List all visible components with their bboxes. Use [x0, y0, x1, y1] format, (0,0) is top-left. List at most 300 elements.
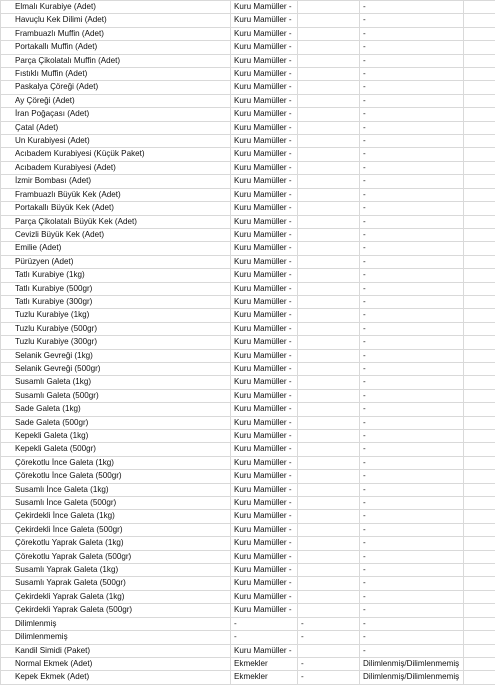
extra-cell[interactable] — [464, 161, 495, 174]
category-cell[interactable]: Kuru Mamüller - — [231, 14, 298, 27]
option-cell[interactable] — [298, 121, 360, 134]
variant-cell[interactable]: - — [360, 403, 464, 416]
category-cell[interactable]: Kuru Mamüller - — [231, 376, 298, 389]
extra-cell[interactable] — [464, 631, 495, 644]
category-cell[interactable]: Kuru Mamüller - — [231, 161, 298, 174]
extra-cell[interactable] — [464, 644, 495, 657]
option-cell[interactable] — [298, 443, 360, 456]
category-cell[interactable]: Kuru Mamüller - — [231, 54, 298, 67]
variant-cell[interactable]: - — [360, 255, 464, 268]
extra-cell[interactable] — [464, 470, 495, 483]
product-name-cell[interactable]: Kepekli Galeta (500gr) — [1, 443, 231, 456]
category-cell[interactable]: Kuru Mamüller - — [231, 215, 298, 228]
option-cell[interactable] — [298, 309, 360, 322]
table-row[interactable] — [1, 537, 495, 550]
extra-cell[interactable] — [464, 202, 495, 215]
product-name-cell[interactable]: Çatal (Adet) — [1, 121, 231, 134]
variant-cell[interactable]: - — [360, 269, 464, 282]
variant-cell[interactable]: - — [360, 550, 464, 563]
category-cell[interactable]: Ekmekler — [231, 657, 298, 670]
category-cell[interactable]: Kuru Mamüller - — [231, 135, 298, 148]
product-name-cell[interactable]: Kepek Ekmek (Adet) — [1, 671, 231, 684]
variant-cell[interactable]: - — [360, 470, 464, 483]
category-cell[interactable]: Kuru Mamüller - — [231, 443, 298, 456]
table-row[interactable] — [1, 121, 495, 134]
option-cell[interactable]: - — [298, 631, 360, 644]
variant-cell[interactable]: - — [360, 322, 464, 335]
category-cell[interactable]: Kuru Mamüller - — [231, 68, 298, 81]
category-cell[interactable]: Kuru Mamüller - — [231, 1, 298, 14]
variant-cell[interactable]: - — [360, 282, 464, 295]
category-cell[interactable]: Kuru Mamüller - — [231, 510, 298, 523]
table-row[interactable] — [1, 255, 495, 268]
variant-cell[interactable]: - — [360, 27, 464, 40]
extra-cell[interactable] — [464, 577, 495, 590]
product-name-cell[interactable]: Normal Ekmek (Adet) — [1, 657, 231, 670]
category-cell[interactable]: Kuru Mamüller - — [231, 430, 298, 443]
extra-cell[interactable] — [464, 510, 495, 523]
variant-cell[interactable]: - — [360, 631, 464, 644]
variant-cell[interactable]: - — [360, 94, 464, 107]
table-row[interactable] — [1, 135, 495, 148]
variant-cell[interactable]: - — [360, 564, 464, 577]
extra-cell[interactable] — [464, 108, 495, 121]
category-cell[interactable]: - — [231, 617, 298, 630]
option-cell[interactable] — [298, 255, 360, 268]
extra-cell[interactable] — [464, 403, 495, 416]
option-cell[interactable] — [298, 510, 360, 523]
table-row[interactable] — [1, 550, 495, 563]
extra-cell[interactable] — [464, 617, 495, 630]
table-row[interactable] — [1, 671, 495, 684]
option-cell[interactable] — [298, 242, 360, 255]
option-cell[interactable]: - — [298, 657, 360, 670]
table-row[interactable] — [1, 403, 495, 416]
table-row[interactable] — [1, 14, 495, 27]
table-row[interactable] — [1, 175, 495, 188]
option-cell[interactable] — [298, 1, 360, 14]
category-cell[interactable]: Kuru Mamüller - — [231, 590, 298, 603]
category-cell[interactable]: Kuru Mamüller - — [231, 269, 298, 282]
category-cell[interactable]: Kuru Mamüller - — [231, 188, 298, 201]
table-row[interactable] — [1, 68, 495, 81]
option-cell[interactable] — [298, 148, 360, 161]
option-cell[interactable] — [298, 644, 360, 657]
extra-cell[interactable] — [464, 590, 495, 603]
product-name-cell[interactable]: Acıbadem Kurabiyesi (Adet) — [1, 161, 231, 174]
extra-cell[interactable] — [464, 228, 495, 241]
product-name-cell[interactable]: Un Kurabiyesi (Adet) — [1, 135, 231, 148]
product-name-cell[interactable]: Dilimlenmemiş — [1, 631, 231, 644]
variant-cell[interactable]: - — [360, 295, 464, 308]
product-name-cell[interactable]: Tatlı Kurabiye (500gr) — [1, 282, 231, 295]
extra-cell[interactable] — [464, 362, 495, 375]
extra-cell[interactable] — [464, 657, 495, 670]
variant-cell[interactable]: - — [360, 349, 464, 362]
option-cell[interactable]: - — [298, 671, 360, 684]
table-row[interactable] — [1, 470, 495, 483]
extra-cell[interactable] — [464, 456, 495, 469]
category-cell[interactable]: Kuru Mamüller - — [231, 470, 298, 483]
variant-cell[interactable]: - — [360, 577, 464, 590]
table-row[interactable] — [1, 617, 495, 630]
product-name-cell[interactable]: Cevizli Büyük Kek (Adet) — [1, 228, 231, 241]
variant-cell[interactable]: - — [360, 14, 464, 27]
variant-cell[interactable]: - — [360, 510, 464, 523]
table-row[interactable] — [1, 1, 495, 14]
option-cell[interactable] — [298, 456, 360, 469]
option-cell[interactable] — [298, 188, 360, 201]
category-cell[interactable]: Kuru Mamüller - — [231, 108, 298, 121]
extra-cell[interactable] — [464, 336, 495, 349]
product-name-cell[interactable]: Çörekotlu İnce Galeta (500gr) — [1, 470, 231, 483]
option-cell[interactable] — [298, 389, 360, 402]
product-name-cell[interactable]: Çekirdekli İnce Galeta (1kg) — [1, 510, 231, 523]
option-cell[interactable] — [298, 14, 360, 27]
variant-cell[interactable]: - — [360, 108, 464, 121]
variant-cell[interactable]: - — [360, 644, 464, 657]
category-cell[interactable]: Kuru Mamüller - — [231, 202, 298, 215]
option-cell[interactable] — [298, 604, 360, 617]
variant-cell[interactable]: - — [360, 228, 464, 241]
extra-cell[interactable] — [464, 14, 495, 27]
variant-cell[interactable]: - — [360, 135, 464, 148]
product-name-cell[interactable]: Elmalı Kurabiye (Adet) — [1, 1, 231, 14]
variant-cell[interactable]: - — [360, 148, 464, 161]
product-name-cell[interactable]: Ay Çöreği (Adet) — [1, 94, 231, 107]
option-cell[interactable] — [298, 175, 360, 188]
table-row[interactable] — [1, 41, 495, 54]
product-name-cell[interactable]: İran Poğaçası (Adet) — [1, 108, 231, 121]
product-name-cell[interactable]: Dilimlenmiş — [1, 617, 231, 630]
variant-cell[interactable]: - — [360, 121, 464, 134]
table-row[interactable] — [1, 362, 495, 375]
extra-cell[interactable] — [464, 68, 495, 81]
extra-cell[interactable] — [464, 282, 495, 295]
product-name-cell[interactable]: Selanik Gevreği (1kg) — [1, 349, 231, 362]
option-cell[interactable] — [298, 161, 360, 174]
category-cell[interactable]: Kuru Mamüller - — [231, 175, 298, 188]
extra-cell[interactable] — [464, 497, 495, 510]
category-cell[interactable]: Kuru Mamüller - — [231, 41, 298, 54]
variant-cell[interactable]: - — [360, 54, 464, 67]
category-cell[interactable]: Kuru Mamüller - — [231, 644, 298, 657]
category-cell[interactable]: Kuru Mamüller - — [231, 497, 298, 510]
product-name-cell[interactable]: Çekirdekli İnce Galeta (500gr) — [1, 523, 231, 536]
option-cell[interactable] — [298, 336, 360, 349]
product-name-cell[interactable]: Tatlı Kurabiye (300gr) — [1, 295, 231, 308]
extra-cell[interactable] — [464, 376, 495, 389]
product-name-cell[interactable]: Çörekotlu Yaprak Galeta (500gr) — [1, 550, 231, 563]
option-cell[interactable] — [298, 81, 360, 94]
variant-cell[interactable]: - — [360, 309, 464, 322]
option-cell[interactable] — [298, 376, 360, 389]
table-row[interactable] — [1, 523, 495, 536]
extra-cell[interactable] — [464, 269, 495, 282]
category-cell[interactable]: Kuru Mamüller - — [231, 389, 298, 402]
variant-cell[interactable]: Dilimlenmiş/Dilimlenmemiş — [360, 657, 464, 670]
option-cell[interactable] — [298, 202, 360, 215]
variant-cell[interactable]: - — [360, 523, 464, 536]
variant-cell[interactable]: - — [360, 362, 464, 375]
option-cell[interactable] — [298, 550, 360, 563]
extra-cell[interactable] — [464, 1, 495, 14]
category-cell[interactable]: Kuru Mamüller - — [231, 456, 298, 469]
variant-cell[interactable]: - — [360, 376, 464, 389]
product-name-cell[interactable]: Frambuazlı Büyük Kek (Adet) — [1, 188, 231, 201]
table-row[interactable] — [1, 443, 495, 456]
variant-cell[interactable]: - — [360, 242, 464, 255]
table-row[interactable] — [1, 590, 495, 603]
option-cell[interactable] — [298, 215, 360, 228]
table-row[interactable] — [1, 376, 495, 389]
category-cell[interactable]: Ekmekler — [231, 671, 298, 684]
product-name-cell[interactable]: Havuçlu Kek Dilimi (Adet) — [1, 14, 231, 27]
product-name-cell[interactable]: Tatlı Kurabiye (1kg) — [1, 269, 231, 282]
table-row[interactable] — [1, 497, 495, 510]
variant-cell[interactable]: Dilimlenmiş/Dilimlenmemiş — [360, 671, 464, 684]
category-cell[interactable]: Kuru Mamüller - — [231, 604, 298, 617]
option-cell[interactable] — [298, 416, 360, 429]
product-name-cell[interactable]: Susamlı Galeta (500gr) — [1, 389, 231, 402]
option-cell[interactable] — [298, 403, 360, 416]
table-row[interactable] — [1, 430, 495, 443]
category-cell[interactable]: Kuru Mamüller - — [231, 255, 298, 268]
category-cell[interactable]: Kuru Mamüller - — [231, 148, 298, 161]
table-row[interactable] — [1, 322, 495, 335]
product-name-cell[interactable]: Fıstıklı Muffin (Adet) — [1, 68, 231, 81]
variant-cell[interactable]: - — [360, 497, 464, 510]
variant-cell[interactable]: - — [360, 483, 464, 496]
option-cell[interactable] — [298, 577, 360, 590]
extra-cell[interactable] — [464, 604, 495, 617]
product-name-cell[interactable]: Pürüzyen (Adet) — [1, 255, 231, 268]
variant-cell[interactable]: - — [360, 202, 464, 215]
category-cell[interactable]: Kuru Mamüller - — [231, 523, 298, 536]
table-row[interactable] — [1, 161, 495, 174]
product-name-cell[interactable]: Tuzlu Kurabiye (1kg) — [1, 309, 231, 322]
option-cell[interactable] — [298, 362, 360, 375]
variant-cell[interactable]: - — [360, 41, 464, 54]
extra-cell[interactable] — [464, 671, 495, 684]
product-name-cell[interactable]: Portakallı Muffin (Adet) — [1, 41, 231, 54]
variant-cell[interactable]: - — [360, 430, 464, 443]
table-row[interactable] — [1, 644, 495, 657]
variant-cell[interactable]: - — [360, 175, 464, 188]
table-row[interactable] — [1, 94, 495, 107]
option-cell[interactable] — [298, 430, 360, 443]
option-cell[interactable] — [298, 322, 360, 335]
product-name-cell[interactable]: Sade Galeta (1kg) — [1, 403, 231, 416]
table-row[interactable] — [1, 202, 495, 215]
product-name-cell[interactable]: Çekirdekli Yaprak Galeta (500gr) — [1, 604, 231, 617]
extra-cell[interactable] — [464, 255, 495, 268]
category-cell[interactable]: Kuru Mamüller - — [231, 121, 298, 134]
option-cell[interactable] — [298, 564, 360, 577]
option-cell[interactable] — [298, 94, 360, 107]
product-name-cell[interactable]: Kandil Simidi (Paket) — [1, 644, 231, 657]
extra-cell[interactable] — [464, 188, 495, 201]
table-row[interactable] — [1, 416, 495, 429]
product-name-cell[interactable]: Acıbadem Kurabiyesi (Küçük Paket) — [1, 148, 231, 161]
variant-cell[interactable]: - — [360, 537, 464, 550]
table-row[interactable] — [1, 215, 495, 228]
category-cell[interactable]: Kuru Mamüller - — [231, 550, 298, 563]
option-cell[interactable]: - — [298, 617, 360, 630]
product-name-cell[interactable]: Tuzlu Kurabiye (300gr) — [1, 336, 231, 349]
table-row[interactable] — [1, 631, 495, 644]
category-cell[interactable]: Kuru Mamüller - — [231, 362, 298, 375]
extra-cell[interactable] — [464, 295, 495, 308]
table-row[interactable] — [1, 54, 495, 67]
option-cell[interactable] — [298, 349, 360, 362]
category-cell[interactable]: Kuru Mamüller - — [231, 577, 298, 590]
category-cell[interactable]: Kuru Mamüller - — [231, 295, 298, 308]
variant-cell[interactable]: - — [360, 617, 464, 630]
product-name-cell[interactable]: Kepekli Galeta (1kg) — [1, 430, 231, 443]
option-cell[interactable] — [298, 54, 360, 67]
table-row[interactable] — [1, 456, 495, 469]
product-name-cell[interactable]: Susamlı Yaprak Galeta (500gr) — [1, 577, 231, 590]
product-name-cell[interactable]: Portakallı Büyük Kek (Adet) — [1, 202, 231, 215]
extra-cell[interactable] — [464, 322, 495, 335]
table-row[interactable] — [1, 604, 495, 617]
category-cell[interactable]: Kuru Mamüller - — [231, 282, 298, 295]
variant-cell[interactable]: - — [360, 68, 464, 81]
variant-cell[interactable]: - — [360, 1, 464, 14]
category-cell[interactable]: Kuru Mamüller - — [231, 309, 298, 322]
product-name-cell[interactable]: Parça Çikolatalı Büyük Kek (Adet) — [1, 215, 231, 228]
product-name-cell[interactable]: Paskalya Çöreği (Adet) — [1, 81, 231, 94]
category-cell[interactable]: - — [231, 631, 298, 644]
category-cell[interactable]: Kuru Mamüller - — [231, 94, 298, 107]
option-cell[interactable] — [298, 108, 360, 121]
extra-cell[interactable] — [464, 242, 495, 255]
extra-cell[interactable] — [464, 215, 495, 228]
product-name-cell[interactable]: Frambuazlı Muffin (Adet) — [1, 27, 231, 40]
product-name-cell[interactable]: Sade Galeta (500gr) — [1, 416, 231, 429]
category-cell[interactable]: Kuru Mamüller - — [231, 416, 298, 429]
extra-cell[interactable] — [464, 309, 495, 322]
table-row[interactable] — [1, 81, 495, 94]
category-cell[interactable]: Kuru Mamüller - — [231, 242, 298, 255]
option-cell[interactable] — [298, 470, 360, 483]
product-name-cell[interactable]: Çörekotlu Yaprak Galeta (1kg) — [1, 537, 231, 550]
table-row[interactable] — [1, 577, 495, 590]
option-cell[interactable] — [298, 228, 360, 241]
product-name-cell[interactable]: Parça Çikolatalı Muffin (Adet) — [1, 54, 231, 67]
option-cell[interactable] — [298, 27, 360, 40]
extra-cell[interactable] — [464, 27, 495, 40]
category-cell[interactable]: Kuru Mamüller - — [231, 228, 298, 241]
table-row[interactable] — [1, 27, 495, 40]
extra-cell[interactable] — [464, 175, 495, 188]
variant-cell[interactable]: - — [360, 443, 464, 456]
extra-cell[interactable] — [464, 54, 495, 67]
extra-cell[interactable] — [464, 94, 495, 107]
product-name-cell[interactable]: Çörekotlu İnce Galeta (1kg) — [1, 456, 231, 469]
option-cell[interactable] — [298, 590, 360, 603]
product-name-cell[interactable]: Susamlı İnce Galeta (500gr) — [1, 497, 231, 510]
variant-cell[interactable]: - — [360, 604, 464, 617]
table-row[interactable] — [1, 309, 495, 322]
variant-cell[interactable]: - — [360, 215, 464, 228]
extra-cell[interactable] — [464, 81, 495, 94]
table-row[interactable] — [1, 564, 495, 577]
variant-cell[interactable]: - — [360, 336, 464, 349]
variant-cell[interactable]: - — [360, 188, 464, 201]
option-cell[interactable] — [298, 295, 360, 308]
category-cell[interactable]: Kuru Mamüller - — [231, 403, 298, 416]
table-row[interactable] — [1, 269, 495, 282]
extra-cell[interactable] — [464, 121, 495, 134]
extra-cell[interactable] — [464, 537, 495, 550]
category-cell[interactable]: Kuru Mamüller - — [231, 27, 298, 40]
option-cell[interactable] — [298, 269, 360, 282]
product-name-cell[interactable]: Selanik Gevreği (500gr) — [1, 362, 231, 375]
option-cell[interactable] — [298, 135, 360, 148]
variant-cell[interactable]: - — [360, 81, 464, 94]
option-cell[interactable] — [298, 537, 360, 550]
table-row[interactable] — [1, 336, 495, 349]
product-name-cell[interactable]: İzmir Bombası (Adet) — [1, 175, 231, 188]
product-name-cell[interactable]: Emilie (Adet) — [1, 242, 231, 255]
product-name-cell[interactable]: Tuzlu Kurabiye (500gr) — [1, 322, 231, 335]
product-name-cell[interactable]: Çekirdekli Yaprak Galeta (1kg) — [1, 590, 231, 603]
table-row[interactable] — [1, 242, 495, 255]
extra-cell[interactable] — [464, 564, 495, 577]
option-cell[interactable] — [298, 41, 360, 54]
extra-cell[interactable] — [464, 135, 495, 148]
extra-cell[interactable] — [464, 443, 495, 456]
product-name-cell[interactable]: Susamlı İnce Galeta (1kg) — [1, 483, 231, 496]
extra-cell[interactable] — [464, 550, 495, 563]
option-cell[interactable] — [298, 483, 360, 496]
variant-cell[interactable]: - — [360, 590, 464, 603]
extra-cell[interactable] — [464, 349, 495, 362]
table-row[interactable] — [1, 108, 495, 121]
extra-cell[interactable] — [464, 430, 495, 443]
category-cell[interactable]: Kuru Mamüller - — [231, 81, 298, 94]
table-row[interactable] — [1, 148, 495, 161]
table-row[interactable] — [1, 282, 495, 295]
table-row[interactable] — [1, 389, 495, 402]
category-cell[interactable]: Kuru Mamüller - — [231, 349, 298, 362]
option-cell[interactable] — [298, 282, 360, 295]
variant-cell[interactable]: - — [360, 161, 464, 174]
category-cell[interactable]: Kuru Mamüller - — [231, 336, 298, 349]
option-cell[interactable] — [298, 523, 360, 536]
table-row[interactable] — [1, 657, 495, 670]
category-cell[interactable]: Kuru Mamüller - — [231, 483, 298, 496]
table-row[interactable] — [1, 510, 495, 523]
category-cell[interactable]: Kuru Mamüller - — [231, 537, 298, 550]
table-row[interactable] — [1, 295, 495, 308]
option-cell[interactable] — [298, 497, 360, 510]
extra-cell[interactable] — [464, 523, 495, 536]
option-cell[interactable] — [298, 68, 360, 81]
extra-cell[interactable] — [464, 416, 495, 429]
product-name-cell[interactable]: Susamlı Galeta (1kg) — [1, 376, 231, 389]
extra-cell[interactable] — [464, 389, 495, 402]
table-row[interactable] — [1, 228, 495, 241]
extra-cell[interactable] — [464, 41, 495, 54]
extra-cell[interactable] — [464, 148, 495, 161]
variant-cell[interactable]: - — [360, 456, 464, 469]
table-row[interactable] — [1, 483, 495, 496]
table-row[interactable] — [1, 349, 495, 362]
variant-cell[interactable]: - — [360, 389, 464, 402]
